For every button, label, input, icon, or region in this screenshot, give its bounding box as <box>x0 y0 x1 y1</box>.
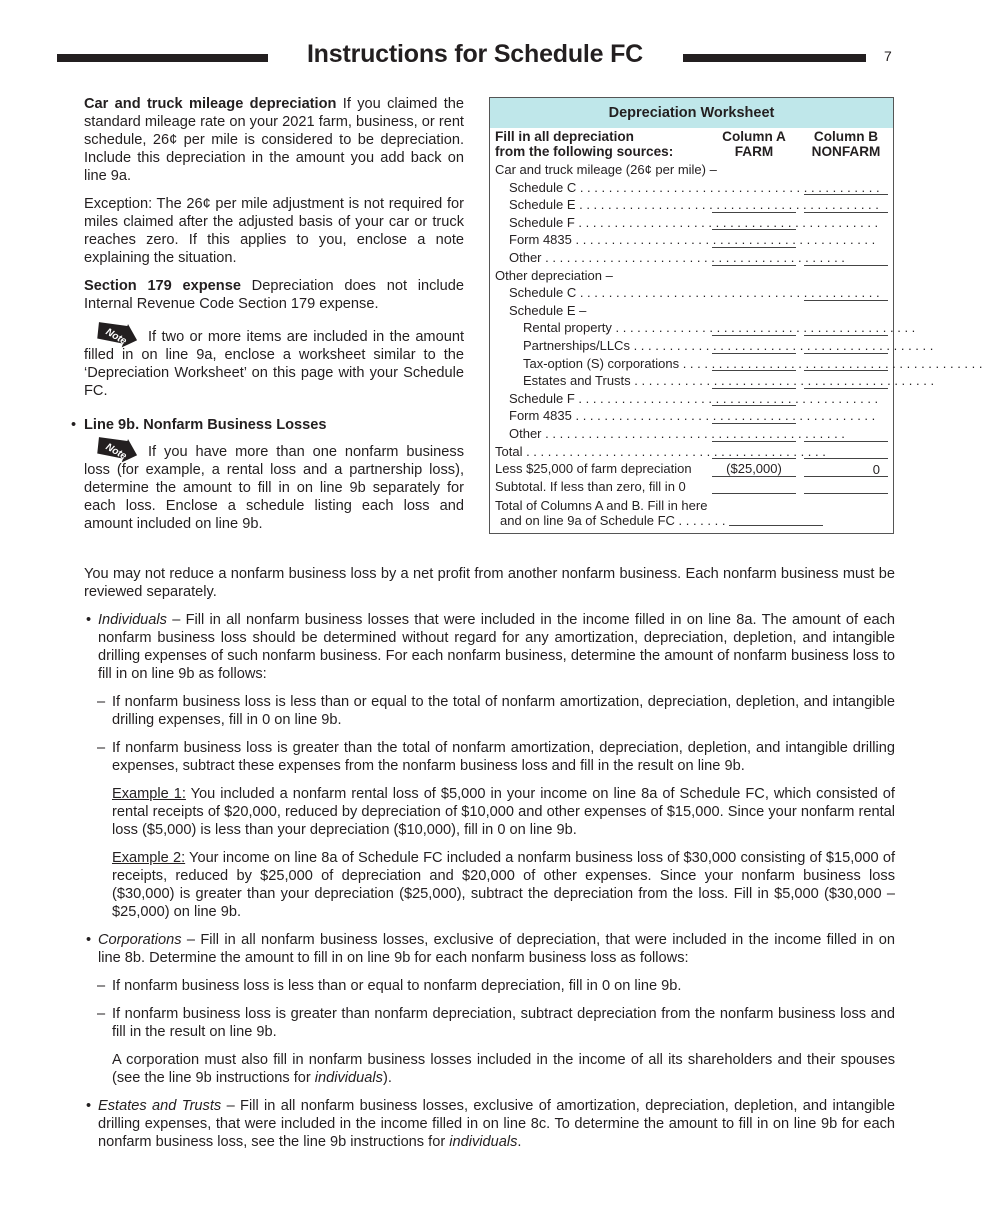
worksheet-row <box>490 407 893 425</box>
dot-leader: . . . . . . . . . . . . . . . . . . . . . . . . . . . . . . . . . . . . . . . . . . <box>629 337 934 353</box>
worksheet-row-label <box>495 249 845 267</box>
worksheet-row-label <box>495 196 879 214</box>
worksheet-row <box>490 372 935 390</box>
corp-note-text: A corporation must also fill in nonfarm business losses included in the income of all its shareholders and their spouses (see the line 9b instructions for <box>112 1052 895 1086</box>
final-total-field[interactable] <box>729 513 823 526</box>
empty-cell <box>712 164 796 178</box>
column-b-field[interactable] <box>804 480 888 494</box>
column-b-subtitle: NONFARM <box>811 144 881 159</box>
worksheet-title: Depreciation Worksheet <box>490 98 893 128</box>
column-a-field[interactable] <box>712 339 796 354</box>
column-b-field[interactable] <box>804 340 888 354</box>
column-b-field[interactable]: 0 <box>804 463 888 477</box>
worksheet-row <box>490 196 893 214</box>
column-b-field[interactable] <box>804 252 888 266</box>
final-total-label-2: and on line 9a of Schedule FC . . . . . . . <box>500 513 726 529</box>
individuals-dash-2-text: If nonfarm business loss is greater than the total of nonfarm amortization, depreciation, depletion, and intangible drilling expenses, subtract these expenses from the nonfarm business loss and fill in the result on line 9b. <box>112 740 895 774</box>
worksheet-row-label <box>495 284 880 302</box>
worksheet-row <box>490 337 934 355</box>
row-label-text: Other depreciation – <box>495 267 613 283</box>
section-179-paragraph <box>84 277 464 313</box>
worksheet-row <box>490 443 893 461</box>
corporations-dash-2-text: If nonfarm business loss is greater than nonfarm depreciation, subtract depreciation from the nonfarm business loss and fill in the result on line 9b. <box>112 1006 895 1040</box>
corporations-dash-2: – If nonfarm business loss is greater than nonfarm depreciation, subtract depreciation from the nonfarm business loss and fill in the result on line 9b. <box>97 1006 895 1040</box>
note-icon <box>94 438 140 463</box>
empty-cell <box>712 269 796 283</box>
note-text-1: If two or more items are included in the amount filled in on line 9a, enclose a worksheet similar to the ‘Depreciation Worksheet’ on this page with your Schedule FC. <box>84 329 464 399</box>
worksheet-row <box>490 319 916 337</box>
column-a-field[interactable] <box>712 444 796 459</box>
exception-paragraph: Exception: The 26¢ per mile adjustment is not required for miles claimed after the adjusted basis of your car or truck reaches zero. If this applies to you, enclose a note explaining the situation. <box>84 196 464 266</box>
line-9b-heading-text: Line 9b. Nonfarm Business Losses <box>84 417 327 433</box>
dot-leader: . . . . . . . . . . . . . . . . . . . . . . . . . . . . . . . . . . . . . . . . . . <box>611 320 916 336</box>
column-b-header <box>804 129 888 159</box>
row-label-text: Form 4835 <box>509 408 572 424</box>
worksheet-row <box>490 249 893 267</box>
column-b-field[interactable] <box>804 375 888 389</box>
column-a-header <box>712 129 796 159</box>
car-mileage-text: If you claimed the standard mileage rate on your 2021 farm, business, or rent schedule, 26¢ per mile is considered to be depreciation. Include this depreciation in the amount you add back on line 9a. <box>84 96 464 184</box>
worksheet-row <box>490 161 893 179</box>
worksheet-row <box>490 390 893 408</box>
empty-cell <box>804 216 888 230</box>
column-a-field[interactable]: ($25,000) <box>712 462 796 477</box>
worksheet-row-label <box>495 460 705 478</box>
empty-cell <box>804 269 888 283</box>
column-a-field[interactable] <box>712 409 796 424</box>
worksheet-final-total <box>495 498 893 528</box>
row-label-text: Schedule E <box>509 197 576 213</box>
column-a-field[interactable] <box>712 479 796 494</box>
line-9b-heading: • Line 9b. Nonfarm Business Losses <box>71 417 327 433</box>
example-2 <box>84 849 895 921</box>
corporations-dash-1: – If nonfarm business loss is less than or equal to nonfarm depreciation, fill in 0 on line 9b. <box>97 978 682 994</box>
note-paragraph-1 <box>84 323 464 400</box>
worksheet-row-label <box>495 478 705 496</box>
svg-text:Note: Note <box>103 441 129 463</box>
column-b-title: Column B <box>813 129 879 144</box>
intro-paragraph: You may not reduce a nonfarm business loss by a net profit from another nonfarm business. Each nonfarm business must be reviewed separately. <box>84 566 895 600</box>
individuals-text: – Fill in all nonfarm business losses that were included in the income filled in on line 8a. The amount of each nonfarm business loss should be determined without regard for any amortization, depreciation, depletion, and intangible drilling expenses of such nonfarm business. For each nonfarm business, determine the amount of nonfarm business loss to fill in on line 9b as follows: <box>98 612 895 682</box>
page-title: Instructions for Schedule FC <box>306 40 644 68</box>
estates-trusts-text: – Fill in all nonfarm business losses, exclusive of amortization, depreciation, depletion, and intangible drilling expenses, that were included in the income filled in on line 8c. To determine the amount to fill in on line 9b for each nonfarm business loss, see the line 9b instructions for <box>98 1098 895 1150</box>
dot-leader: . . . . . . . . . . . . . . . . . . . . . . . . . . . . . . . . . . . . . . . . . . <box>574 214 879 230</box>
corporations-label: Corporations <box>98 932 182 948</box>
column-a-field[interactable] <box>712 427 796 442</box>
main-body <box>84 565 895 1161</box>
column-b-field[interactable] <box>804 445 888 459</box>
row-label-text: Partnerships/LLCs <box>523 337 630 353</box>
column-b-field[interactable] <box>804 428 888 442</box>
sources-label-line-1: Fill in all depreciation <box>495 129 634 144</box>
section-179-text: Depreciation does not include Internal Revenue Code Section 179 expense. <box>84 278 464 312</box>
final-total-label-1: Total of Columns A and B. Fill in here <box>495 498 708 514</box>
individuals-dash-1: – If nonfarm business loss is less than or equal to the total of nonfarm amortization, depreciation, depletion, and intangible drilling expenses, fill in 0 on line 9b. <box>97 694 895 728</box>
corporations-item: • Corporations – Fill in all nonfarm business losses, exclusive of depreciation, that were included in the income filled in on line 8b. Determine the amount to fill in on line 9b for each nonfarm business loss as follows: <box>86 932 895 966</box>
estates-trusts-italic: individuals <box>449 1134 518 1150</box>
worksheet-row-label <box>495 372 935 390</box>
worksheet-row-label <box>495 390 879 408</box>
sources-label-line-2: from the following sources: <box>495 144 674 159</box>
column-a-field[interactable] <box>712 391 796 406</box>
row-label-text: Other <box>509 425 542 441</box>
sources-label <box>495 129 673 159</box>
corporation-shareholders-note <box>84 1051 895 1087</box>
worksheet-row <box>490 478 893 496</box>
worksheet-row-label <box>495 355 982 373</box>
dot-leader: . . . . . . . . . . . . . . . . . . . . . . . . . . . . . . . . . . . . . . . . . . <box>571 408 876 424</box>
column-a-title: Column A <box>722 129 786 144</box>
dot-leader: . . . . . . . . . . . . . . . . . . . . . . . . . . . . . . . . . . . . . . . . . . <box>571 232 876 248</box>
column-b-field[interactable] <box>804 322 888 336</box>
corp-note-italic: individuals <box>314 1070 383 1086</box>
worksheet-row-label <box>495 407 876 425</box>
corporations-text: – Fill in all nonfarm business losses, exclusive of depreciation, that were included in the income filled in on line 8b. Determine the amount to fill in on line 9b for each nonfarm business loss as follows: <box>98 932 895 966</box>
worksheet-row <box>490 179 893 197</box>
column-a-field[interactable] <box>712 233 796 248</box>
row-label-text: Tax-option (S) corporations <box>523 355 680 371</box>
row-label-text: Less $25,000 of farm depreciation <box>495 461 692 477</box>
worksheet-row-label <box>495 179 880 197</box>
dot-leader: . . . . . . . . . . . . . . . . . . . . . . . . . . . . . . . . . . . . . . . . . . <box>679 355 982 371</box>
worksheet-row <box>490 460 893 478</box>
individuals-item: • Individuals – Fill in all nonfarm business losses that were included in the income filled in on line 8a. The amount of each nonfarm business loss should be determined without regard for any amortization, depreciation, depletion, and intangible drilling expenses of such nonfarm business. For each nonfarm business, determine the amount of nonfarm business loss to fill in on line 9b as follows: <box>86 612 895 682</box>
dot-leader: . . . . . . . . . . . . . . . . . . . . . . . . . . . . . . . . . . . . . . . . . . <box>576 285 880 301</box>
worksheet-row-label <box>495 337 934 355</box>
worksheet-column-headers <box>490 128 893 161</box>
worksheet-row <box>490 284 893 302</box>
estates-trusts-label: Estates and Trusts <box>98 1098 222 1114</box>
column-a-field[interactable] <box>712 251 796 266</box>
row-label-text: Estates and Trusts <box>523 373 631 389</box>
worksheet-row <box>490 425 893 443</box>
individuals-dash-1-text: If nonfarm business loss is less than or equal to the total of nonfarm amortization, depreciation, depletion, and intangible drilling expenses, fill in 0 on line 9b. <box>112 694 895 728</box>
section-179-heading: Section 179 expense <box>84 278 241 294</box>
example-2-text: Your income on line 8a of Schedule FC included a nonfarm business loss of $30,000 consisting of $15,000 of receipts, reduced by $25,000 of depreciation and $20,000 of other expenses. Since your nonfarm business loss ($30,000) is greater than your depreciation ($25,000), subtract the depreciation from the loss. Fill in $5,000 ($30,000 – $25,000) on line 9b. <box>112 850 895 920</box>
example-1-text: You included a nonfarm rental loss of $5,000 in your income on line 8a of Schedule FC, which consisted of rental receipts of $20,000, reduced by depreciation of $10,000 and other expenses of $15,000. Since your nonfarm rental loss ($5,000) is less than your depreciation ($10,000), fill in 0 on line 9b. <box>112 786 895 838</box>
row-label-text: Other <box>509 249 542 265</box>
note-text-2: If you have more than one nonfarm business loss (for example, a rental loss and a partnership loss), determine the amount to fill in on line 9b separately for each loss. Enclose a schedule listing each loss and amount included on line 9b. <box>84 444 464 532</box>
page-number: 7 <box>884 48 892 64</box>
column-a-field[interactable] <box>712 215 796 230</box>
estates-trusts-item: • Estates and Trusts – Fill in all nonfarm business losses, exclusive of amortization, depreciation, depletion, and intangible drilling expenses, that were included in the income filled in on line 8c. To determine the amount to fill in on line 9b for each nonfarm business loss, see the line 9b instructions for individuals. <box>86 1098 895 1150</box>
row-label-text: Rental property <box>523 320 612 336</box>
svg-text:Note: Note <box>103 326 129 348</box>
note-icon <box>94 323 140 348</box>
empty-cell <box>804 392 888 406</box>
column-b-field[interactable] <box>804 287 888 301</box>
left-column <box>71 95 464 543</box>
note-paragraph-2 <box>84 438 464 533</box>
column-a-field[interactable] <box>712 321 796 336</box>
example-1 <box>84 785 895 839</box>
worksheet-rows <box>490 161 982 495</box>
worksheet-row-label <box>495 443 826 461</box>
worksheet-row-label <box>495 214 879 232</box>
empty-cell <box>804 304 888 318</box>
column-a-field[interactable] <box>712 374 796 389</box>
car-mileage-paragraph <box>84 95 464 185</box>
dot-leader: . . . . . . . . . . . . . . . . . . . . . . . . . . . . . . . . . . . . . . . . . . <box>576 179 880 195</box>
estates-trusts-end: . <box>517 1134 522 1150</box>
individuals-label: Individuals <box>98 612 167 628</box>
corporations-dash-1-text: If nonfarm business loss is less than or equal to nonfarm depreciation, fill in 0 on line 9b. <box>112 978 682 994</box>
dot-leader: . . . . . . . . . . . . . . . . . . . . . . . . . . . . . . . . . . . . . . . . . . <box>541 425 845 441</box>
example-1-label: Example 1: <box>112 786 186 802</box>
worksheet-row-label <box>495 425 845 443</box>
column-a-field[interactable] <box>712 198 796 213</box>
dot-leader: . . . . . . . . . . . . . . . . . . . . . . . . . . . . . . . . . . . . . . . . . . <box>522 443 826 459</box>
worksheet-row <box>490 355 982 373</box>
column-a-subtitle: FARM <box>734 144 774 159</box>
depreciation-worksheet <box>489 97 982 534</box>
row-label-text: Form 4835 <box>509 232 572 248</box>
empty-cell <box>804 410 888 424</box>
row-label-text: Schedule F <box>509 214 575 230</box>
individuals-dash-2: – If nonfarm business loss is greater than the total of nonfarm amortization, depreciation, depletion, and intangible drilling expenses, subtract these expenses from the nonfarm business loss and fill in the result on line 9b. <box>97 740 895 774</box>
worksheet-row <box>490 214 893 232</box>
empty-cell <box>804 234 888 248</box>
dot-leader: . . . . . . . . . . . . . . . . . . . . . . . . . . . . . . . . . . . . . . . . . . <box>574 390 879 406</box>
row-label-text: Schedule C <box>509 285 577 301</box>
row-label-text: Schedule E – <box>509 302 587 318</box>
row-label-text: Car and truck mileage (26¢ per mile) – <box>495 162 717 177</box>
worksheet-row <box>490 231 893 249</box>
empty-cell <box>712 304 796 318</box>
row-label-text: Subtotal. If less than zero, fill in 0 <box>495 478 686 494</box>
example-2-label: Example 2: <box>112 850 186 866</box>
column-b-field[interactable] <box>804 181 888 195</box>
dot-leader: . . . . . . . . . . . . . . . . . . . . . . . . . . . . . . . . . . . . . . . . . . <box>541 249 845 265</box>
row-label-text: Schedule F <box>509 390 575 406</box>
worksheet-row <box>490 267 893 285</box>
empty-cell <box>804 164 888 178</box>
worksheet-row-label <box>495 231 876 249</box>
dot-leader: . . . . . . . . . . . . . . . . . . . . . . . . . . . . . . . . . . . . . . . . . . <box>575 197 879 213</box>
worksheet-row <box>490 302 893 320</box>
car-mileage-heading: Car and truck mileage depreciation <box>84 96 337 112</box>
worksheet-row-label <box>495 319 916 337</box>
column-b-field[interactable] <box>804 199 888 213</box>
row-label-text: Schedule C <box>509 179 577 195</box>
row-label-text: Total <box>495 443 523 459</box>
column-a-field[interactable] <box>712 356 796 371</box>
column-b-field[interactable] <box>804 357 888 371</box>
dot-leader: . . . . . . . . . . . . . . . . . . . . . . . . . . . . . . . . . . . . . . . . . . <box>630 373 935 389</box>
corp-note-end: ). <box>382 1070 392 1086</box>
